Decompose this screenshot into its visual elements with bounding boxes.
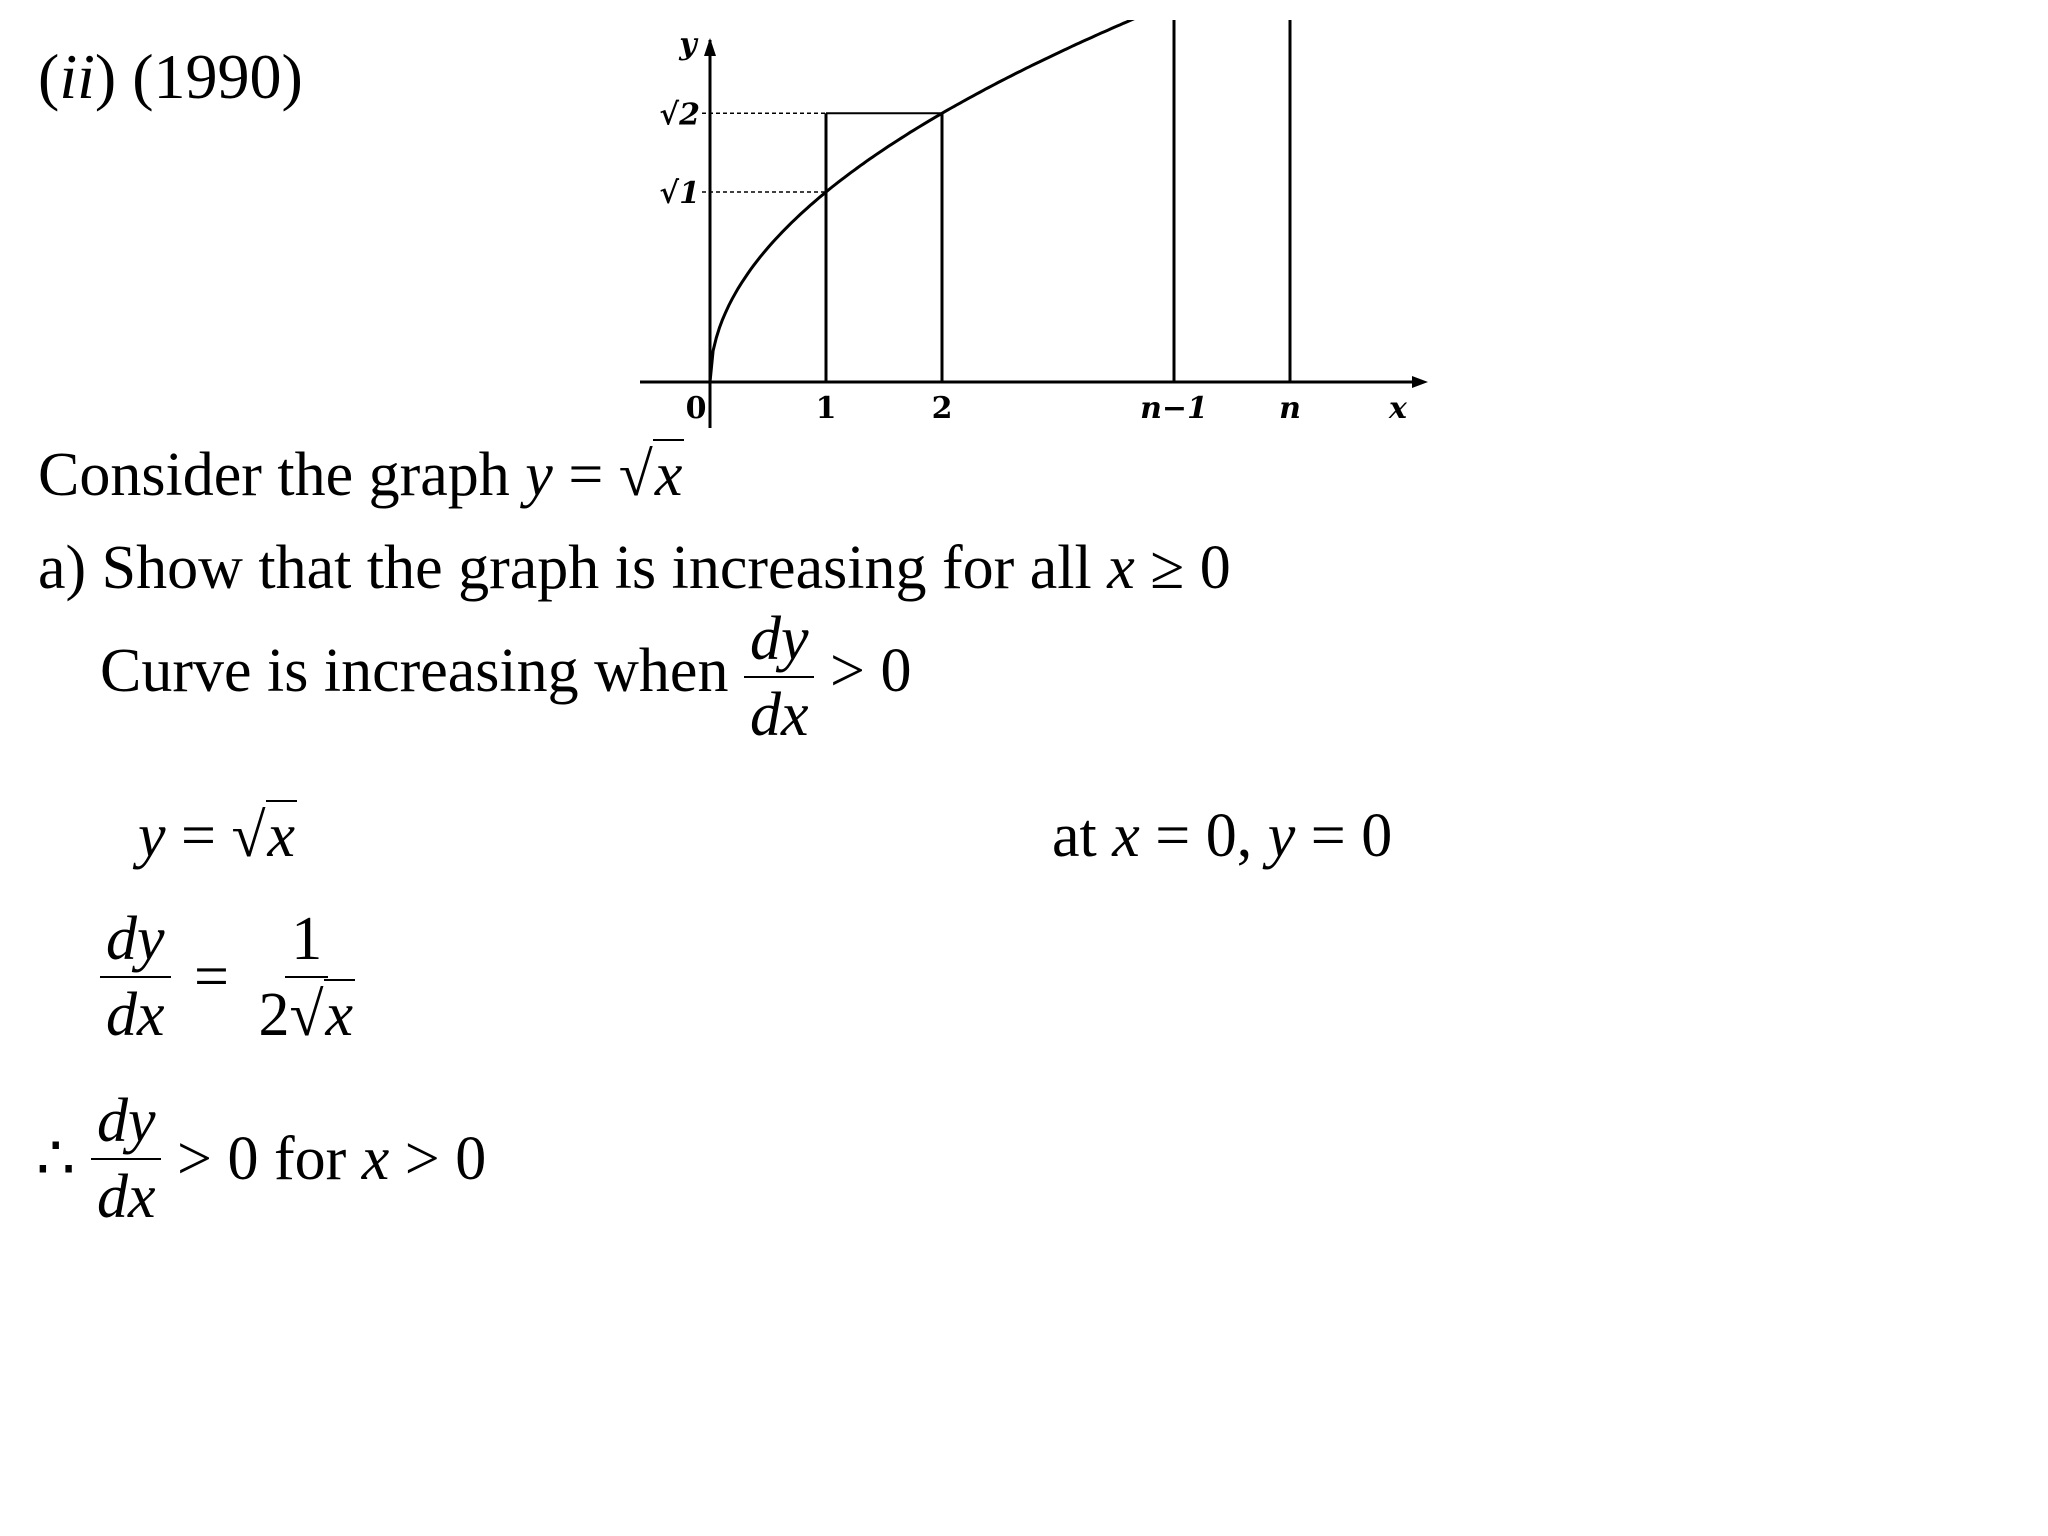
x-tick-label: n bbox=[1279, 391, 1301, 426]
eq2-rhs-fraction bbox=[253, 905, 362, 1049]
conc-num: dy bbox=[91, 1090, 162, 1160]
y-axis-label: y bbox=[679, 27, 697, 62]
conc-rel: > 0 for bbox=[161, 1125, 362, 1193]
y-tick-label: √2 bbox=[659, 97, 700, 133]
curve bbox=[710, 20, 1336, 382]
graph-labels bbox=[658, 20, 1464, 426]
y-arrow bbox=[704, 38, 716, 56]
eq1-sqrt: √x bbox=[231, 802, 296, 870]
eq2-den: dx bbox=[106, 981, 165, 1049]
guide-lines bbox=[702, 20, 1290, 382]
x-tick-label: 1 bbox=[815, 391, 837, 426]
part-a-text: Show that the graph is increasing for all bbox=[101, 534, 1108, 602]
eq1-y: y bbox=[138, 802, 166, 870]
conc-x: x bbox=[361, 1125, 390, 1193]
eq2-rhs-num: 1 bbox=[285, 908, 328, 978]
x-tick-label: 0 bbox=[685, 391, 707, 426]
sqrt-graph bbox=[620, 20, 1540, 440]
therefore-symbol: ∴ bbox=[36, 1125, 76, 1193]
question-heading: (ii) (1990) bbox=[38, 41, 303, 112]
conc-end: > 0 bbox=[389, 1125, 487, 1193]
frac-num: dy bbox=[744, 608, 815, 678]
sqrt-curve bbox=[710, 20, 1336, 382]
eq1-rad: x bbox=[267, 802, 296, 870]
eq2-rhs-den bbox=[253, 978, 362, 1049]
x-tick-label: n−1 bbox=[1140, 391, 1208, 426]
x-arrow bbox=[1412, 376, 1428, 388]
at-end: = 0 bbox=[1295, 802, 1393, 870]
eq2-num: dy bbox=[100, 908, 171, 978]
derivative-equation bbox=[100, 905, 361, 1049]
curve-condition-line bbox=[100, 605, 912, 749]
curve-rel: > 0 bbox=[814, 637, 912, 706]
consider-text: Consider the graph bbox=[38, 441, 526, 509]
eq2-lhs-fraction bbox=[100, 905, 171, 1049]
part-a-var: x bbox=[1107, 534, 1135, 602]
eq2-sqrt: √x bbox=[289, 981, 354, 1049]
at-x: x bbox=[1112, 802, 1140, 870]
part-numeral: ii bbox=[59, 41, 95, 112]
part-a-line bbox=[38, 534, 1231, 602]
consider-eq: = bbox=[552, 441, 619, 509]
part-a-rel: ≥ 0 bbox=[1134, 534, 1231, 602]
derivative-fraction bbox=[744, 605, 815, 749]
consider-line bbox=[38, 441, 684, 509]
at-text: at bbox=[1052, 802, 1113, 870]
conclusion-line bbox=[36, 1087, 487, 1231]
x-tick-label: 2 bbox=[931, 391, 953, 426]
frac-den: dx bbox=[749, 681, 809, 749]
equation-y bbox=[138, 802, 297, 870]
consider-sqrt: √x bbox=[618, 441, 683, 509]
at-y: y bbox=[1267, 802, 1296, 870]
eq2-rad: x bbox=[325, 981, 354, 1049]
eq2-op: = bbox=[194, 943, 229, 1011]
conc-den: dx bbox=[96, 1163, 156, 1231]
eq2-coef: 2 bbox=[258, 981, 290, 1049]
consider-y: y bbox=[525, 441, 553, 509]
axes bbox=[640, 38, 1428, 428]
exam-year: (1990) bbox=[132, 41, 303, 112]
x-axis-label: x bbox=[1389, 391, 1407, 426]
y-tick-label: √1 bbox=[659, 176, 700, 211]
consider-rad: x bbox=[654, 441, 683, 509]
eq1-op: = bbox=[165, 802, 232, 870]
origin-note bbox=[1052, 802, 1393, 870]
conclusion-fraction bbox=[91, 1087, 162, 1231]
curve-text: Curve is increasing when bbox=[100, 637, 744, 706]
part-a-label: a) bbox=[38, 534, 87, 602]
at-mid: = 0, bbox=[1139, 802, 1268, 870]
